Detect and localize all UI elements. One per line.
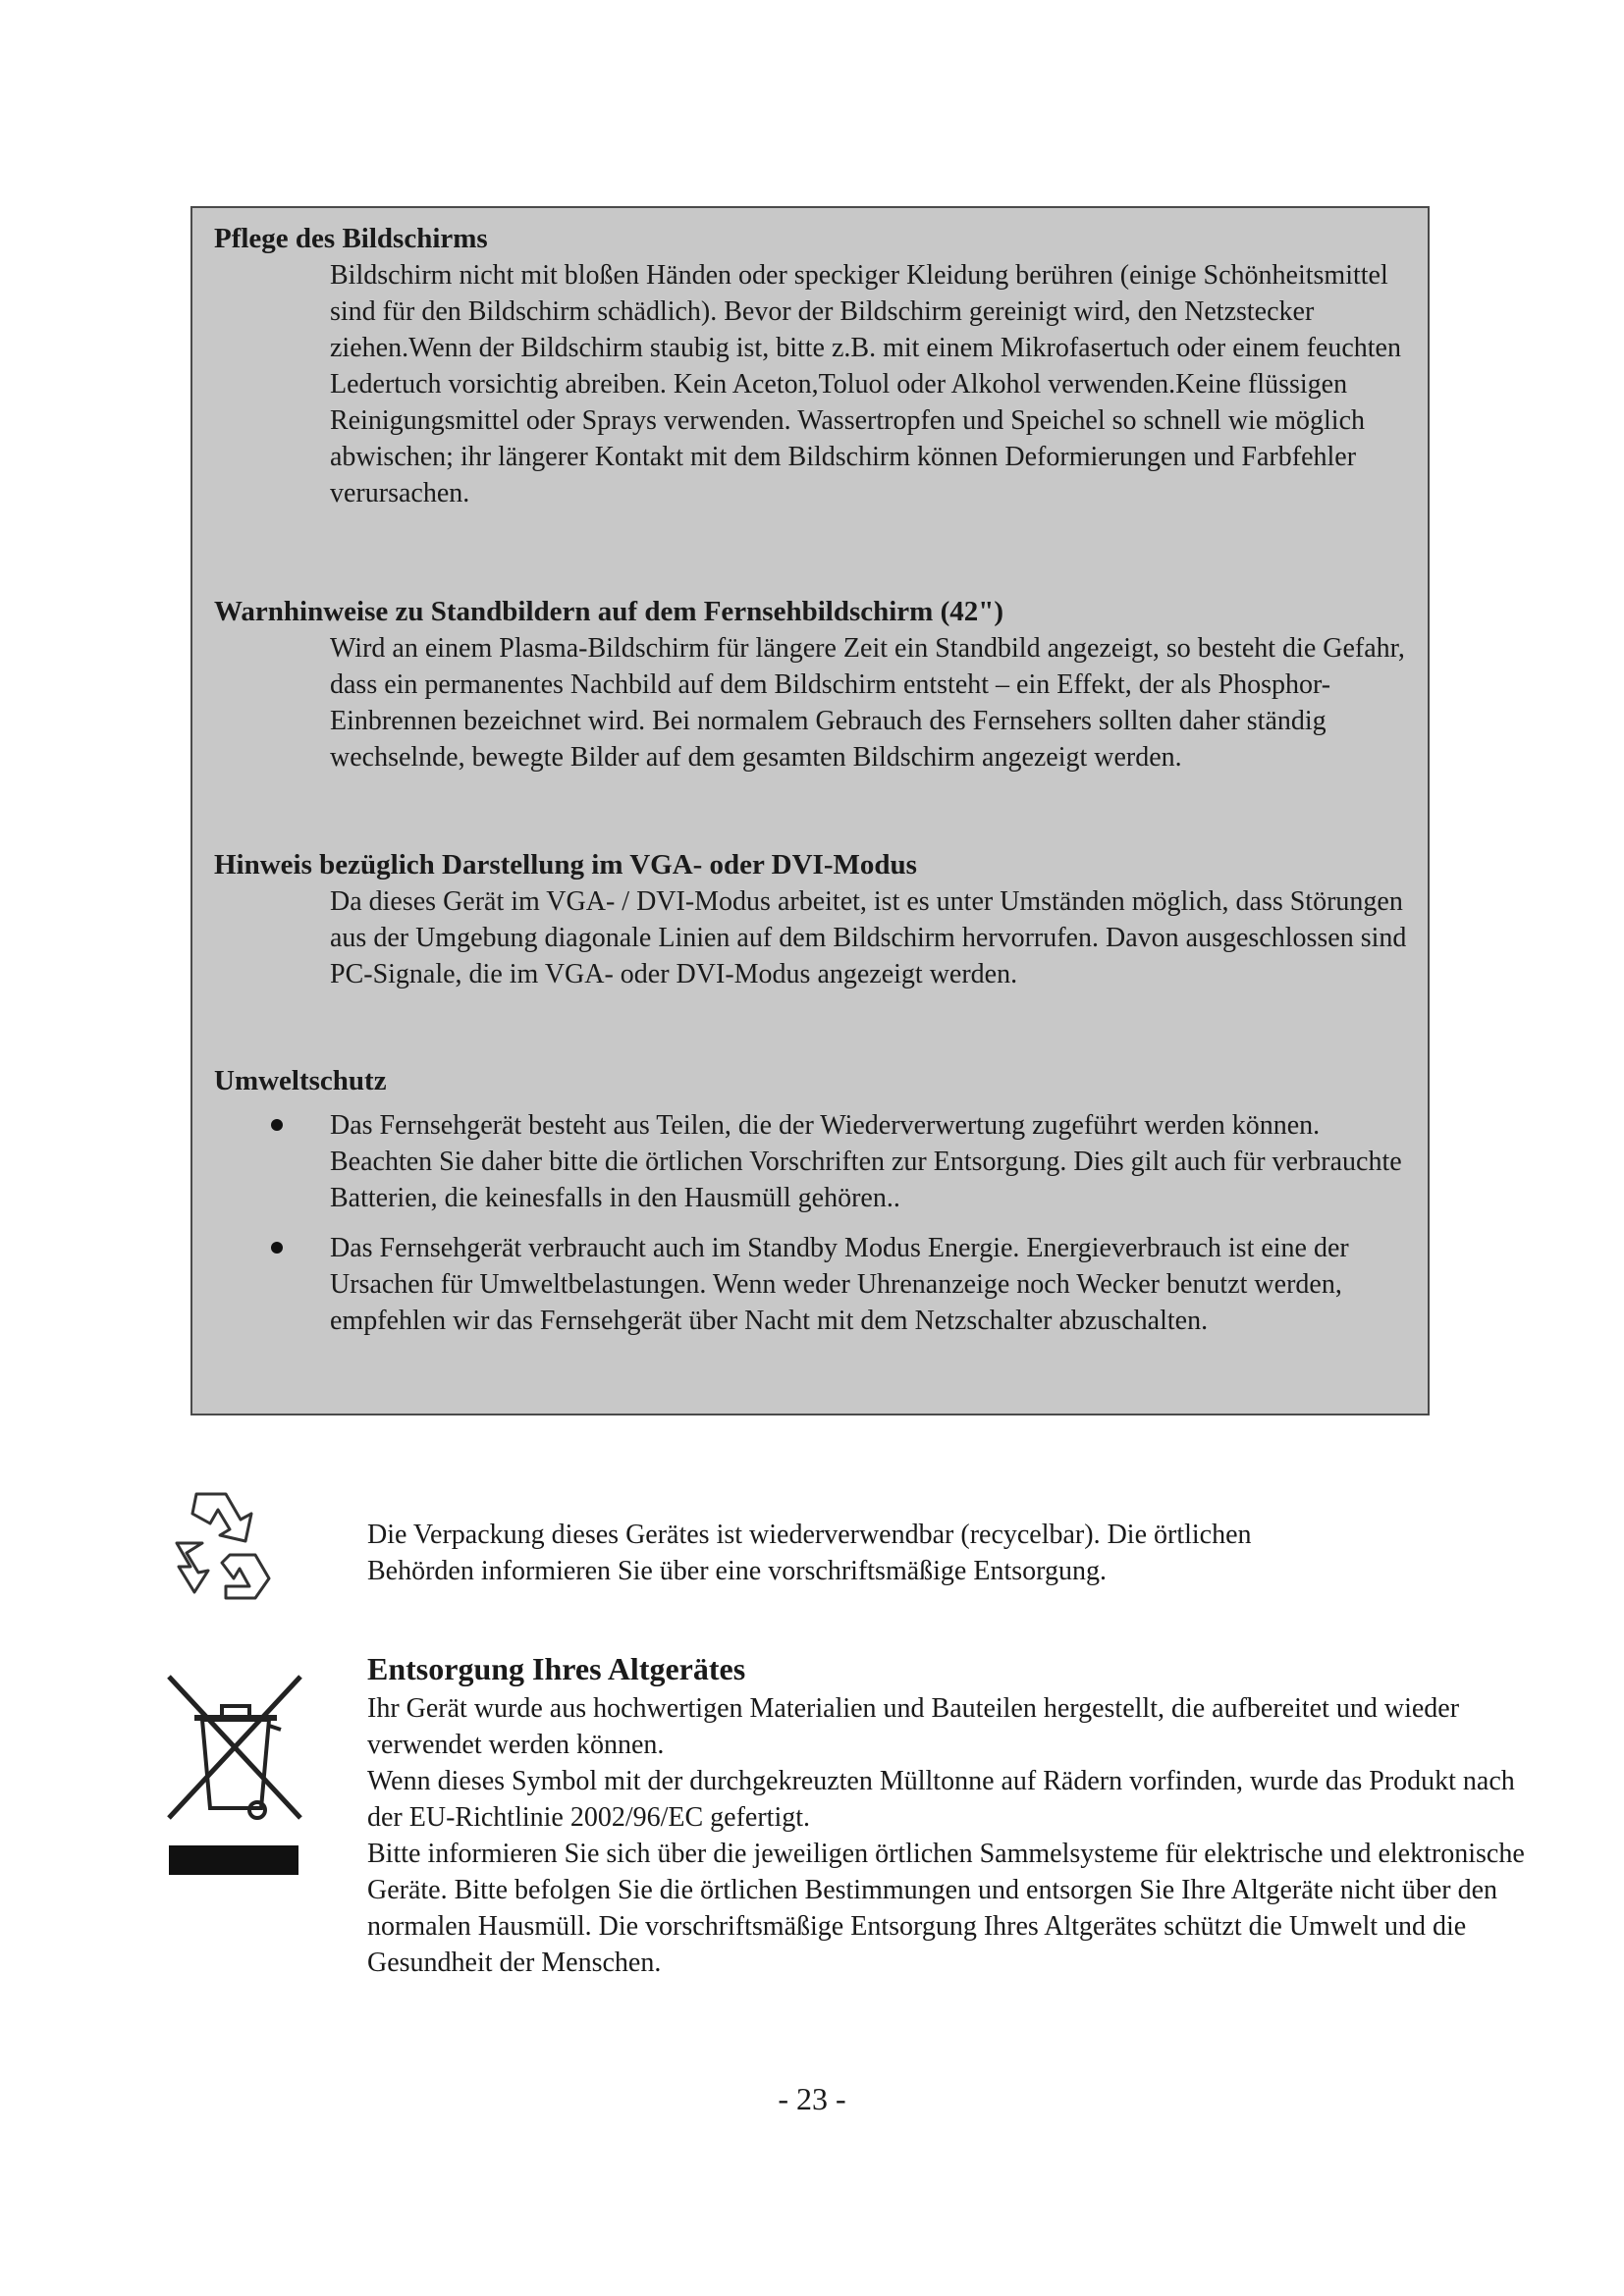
disposal-paragraph-3: Bitte informieren Sie sich über die jeweiligen örtlichen Sammelsysteme für elektrische und elektronische Geräte. Bitte befolgen Sie die örtlichen Bestimmungen und entsorgen Sie Ihre Altgeräte nicht über den normalen Hausmüll. Die vorschriftsmäßige Entsorgung Ihres Altgerätes schützt die Umwelt und die Gesundheit der Menschen. — [367, 1839, 1525, 1978]
environment-list — [214, 1107, 1408, 1339]
vga-text: Da dieses Gerät im VGA- / DVI-Modus arbeitet, ist es unter Umständen möglich, dass Störungen aus der Umgebung diagonale Linien auf dem Bildschirm hervorrufen. Davon ausgeschlossen sind PC-Signale, die im VGA- oder DVI-Modus angezeigt werden. — [330, 886, 1407, 989]
page-number: - 23 - — [778, 2081, 846, 2116]
vga-section — [214, 846, 1408, 992]
bullet-icon — [271, 1119, 283, 1131]
care-section — [214, 220, 1408, 511]
environment-item — [330, 1230, 1408, 1339]
vga-title: Hinweis bezüglich Darstellung im VGA- oder DVI-Modus — [214, 849, 917, 881]
environment-item-text: Das Fernsehgerät verbraucht auch im Standby Modus Energie. Energieverbrauch ist eine der Ursachen für Umweltbelastungen. Wenn weder Uhrenanzeige noch Wecker benutzt werden, empfehlen wir das Fernsehgerät über Nacht mit dem Netzschalter abzuschalten. — [330, 1233, 1349, 1336]
still-image-section — [214, 593, 1408, 775]
environment-item — [330, 1107, 1408, 1216]
info-box — [190, 206, 1430, 1415]
disposal-paragraph-1: Ihr Gerät wurde aus hochwertigen Materialien und Bauteilen hergestellt, die aufbereitet und wieder verwendet werden können. — [367, 1693, 1460, 1760]
care-text: Bildschirm nicht mit bloßen Händen oder speckiger Kleidung berühren (einige Schönheitsmittel sind für den Bildschirm schädlich). Bevor der Bildschirm gereinigt wird, den Netzstecker ziehen.Wenn der Bildschirm staubig ist, bitte z.B. mit einem Mikrofasertuch oder einem feuchten Ledertuch vorsichtig abreiben. Kein Aceton,Toluol oder Alkohol verwenden.Keine flüssigen Reinigungsmittel oder Sprays verwenden. Wassertropfen und Speichel so schnell wie möglich abwischen; ihr längerer Kontakt mit dem Bildschirm können Deformierungen und Farbfehler verursachen. — [330, 260, 1401, 508]
environment-title: Umweltschutz — [214, 1065, 387, 1096]
recycle-line-2: Behörden informieren Sie über eine vorschriftsmäßige Entsorgung. — [367, 1556, 1107, 1586]
environment-section — [214, 1062, 1408, 1339]
bullet-icon — [271, 1242, 283, 1254]
care-title: Pflege des Bildschirms — [214, 223, 488, 254]
recycle-line-1: Die Verpackung dieses Gerätes ist wiederverwendbar (recycelbar). Die örtlichen — [367, 1520, 1252, 1550]
disposal-paragraph-2: Wenn dieses Symbol mit der durchgekreuzten Mülltonne auf Rädern vorfinden, wurde das Produkt nach der EU-Richtlinie 2002/96/EC gefertigt. — [367, 1766, 1515, 1833]
still-image-text: Wird an einem Plasma-Bildschirm für längere Zeit ein Standbild angezeigt, so besteht die Gefahr, dass ein permanentes Nachbild auf dem Bildschirm entsteht – ein Effekt, der als Phosphor-Einbrennen bezeichnet wird. Bei normalem Gebrauch des Fernsehers sollten daher ständig wechselnde, bewegte Bilder auf dem gesamten Bildschirm angezeigt werden. — [330, 633, 1405, 773]
crossed-bin-icon — [163, 1671, 308, 1879]
disposal-title: Entsorgung Ihres Altgerätes — [367, 1651, 746, 1686]
recycle-icon — [157, 1484, 285, 1606]
recycle-text — [367, 1517, 1398, 1589]
still-image-title: Warnhinweise zu Standbildern auf dem Fernsehbildschirm (42") — [214, 596, 1003, 627]
disposal-section — [367, 1649, 1526, 1981]
environment-item-text: Das Fernsehgerät besteht aus Teilen, die der Wiederverwertung zugeführt werden können. Beachten Sie daher bitte die örtlichen Vorschriften zur Entsorgung. Dies gilt auch für verbrauchte Batterien, die keinesfalls in den Hausmüll gehören.. — [330, 1110, 1402, 1213]
